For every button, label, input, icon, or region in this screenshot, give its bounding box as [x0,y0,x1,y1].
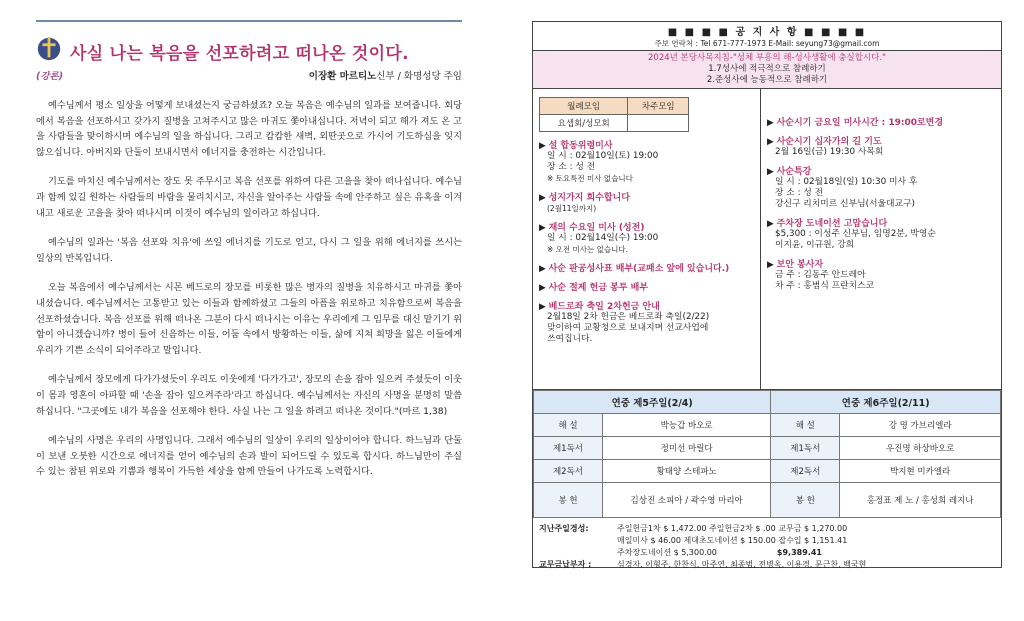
arrow-icon: ▶ [767,219,777,229]
arrow-icon: ▶ [767,137,777,147]
announcement-line: 2월18일 2차 헌금은 베드로좌 축일(2/22) [547,312,710,322]
ministry-schedule [533,390,1001,518]
finance-summary [533,518,1001,576]
announcement-line: 장 소 : 성 전 [775,188,824,198]
role-label: 해 설 [534,414,603,437]
homily-tag: (강론) [36,71,64,82]
announcement-line: 맞이하여 교황청으로 보내지며 선교사업에 [547,323,709,333]
homily-header [36,30,462,66]
announcement-note: (2월11일까지) [547,204,597,213]
announcement-note: ※ 오전 미사는 없습니다. [547,245,629,254]
donor-label: 교무금납부자 : [539,560,592,569]
announcement-heading: 성지가지 회수합니다 [548,193,630,203]
notice-header: ■ ■ ■ ■ 공 지 사 항 ■ ■ ■ ■ [667,27,867,38]
donor-list: 심경자, 이형주, 한찬식, 마주연, 최종범, 전병옥, 이용경, 문근찬, 백국현 [617,560,867,569]
homily-author [309,68,462,82]
announcement-heading: 주차장 도네이션 고맙습니다 [776,219,888,229]
week2-cell: 박지현 미카엘라 [840,460,1001,483]
homily-paragraph: 예수님의 사명은 우리의 사명입니다. 그래서 예수님의 일상이 우리의 일상이어야 합니다. 하느님과 단둘이 보낸 오붓한 시간으로 에너지를 얻어 예수님의 손과 발이 되어드릴 수 있도록 합시다. 하느님만이 주실 수 있는 참된 위로와 기쁨과 행복이 가득한 세상을 함께 만들어 나가도록 노력합시다. [36,435,462,478]
role-label: 봉 헌 [534,483,603,518]
announcements-left [533,89,761,389]
homily-paragraph: 기도를 마치신 예수님께서는 장도 못 주무시고 복음 선포를 위하여 다른 고을을 찾아 떠나십니다. 예수님과 함께 있길 원하는 사람들의 바람을 물리치시고, 자신을 알아주는 사람들 속에 안주하고 싶은 유혹을 이겨내고 새로운 고을을 찾아 떠나시며 이것이 예수님의 일이라고 하십니다. [36,176,462,219]
announcement-heading: 보안 봉사자 [776,260,824,270]
week2-header: 연중 제6주일(2/11) [771,391,1001,414]
notice-section [532,21,1002,568]
homily-paragraph: 예수님께서 장모에게 다가가셨듯이 우리도 이웃에게 '다가가고', 장모의 손을 잡아 일으켜 주셨듯이 이웃이 몸과 영혼이 아파할 때 '손을 잡아 일으켜주라'라고 하십니다. 예수님께서는 자신의 사명을 분명히 말씀하십니다. "그곳에도 내가 복음을 선포해야 한다. 사실 나는 그 일을 하려고 떠나온 것이다."(마르 1,38) [36,374,462,417]
announcement-line: 금 주 : 김동주 안드레아 [775,270,866,280]
church-icon [36,34,62,62]
announcement-heading: 사순 판공성사표 배부(교패소 앞에 있습니다.) [548,264,730,274]
arrow-icon: ▶ [767,260,777,270]
announcement-item [539,138,754,184]
announcements-right [761,89,1001,389]
left-items [539,138,754,345]
announcement-heading: 사순특강 [776,167,812,177]
contact-line: 주보 연락처 : Tel 671-777-1973 E-Mail: seyung73@gmail.com [533,38,1001,51]
announcements [533,89,1001,390]
arrow-icon: ▶ [767,118,777,128]
announcement-heading: 사순시기 십자가의 길 기도 [776,137,882,147]
meeting-table [539,97,689,132]
announcement-line: 2월 16일(금) 19:30 사목회 [775,147,884,157]
announcement-line: 이지윤, 이규원, 강희 [775,240,855,250]
finance-label: 지난주일경성: [539,524,589,533]
right-items [767,115,995,292]
week1-cell: 박능갑 바오로 [603,414,771,437]
homily-paragraph: 오늘 복음에서 예수님께서는 시몬 베드로의 장모를 비롯한 많은 병자의 질병을 치유하시고 마귀를 쫓아내셨습니다. 예수님께서는 고통받고 있는 이들과 함께하셨고 그들의 아픔을 위로하고 치유함으로써 복음을 선포하셨습니다. 복음 선포를 위해 떠나온 그분이 다시 떠나시는 이유는 우리에게 그 임무를 대신 맡기기 위함이 아니겠습니까? 병이 들어 신음하는 이들, 어둠 속에서 방황하는 이들, 삶에 지쳐 희망을 잃은 이들에게 우리가 기쁜 소식이 되어주라고 말입니다. [36,282,462,356]
role-label: 제2독서 [534,460,603,483]
top-rule [36,20,462,22]
announcement-item [767,257,995,292]
week2-cell: 우진명 하상바오로 [840,437,1001,460]
author-role: 신부 / 화명성당 주임 [376,71,462,82]
guideline-title: 2024년 본당사목지침-"성체 부흥의 해-성사생활에 충실합시다." [648,53,886,63]
week2-cell: 홍정표 제 노 / 홍성희 레지나 [840,483,1001,518]
announcement-item [767,134,995,158]
homily-subrow [36,68,462,82]
announcement-item [767,216,995,251]
arrow-icon: ▶ [539,264,549,274]
announcement-item [767,115,995,128]
announcement-heading: 재의 수요일 미사 (성전) [548,223,645,233]
announcement-line: 일 시 : 02월14일(수) 19:00 [547,233,659,243]
finance-total: $9,389.41 [776,548,822,557]
announcement-line: 장 소 : 성 전 [547,162,596,172]
arrow-icon: ▶ [539,223,549,233]
arrow-icon: ▶ [767,167,777,177]
announcement-heading: 설 합동위령미사 [548,141,613,151]
arrow-icon: ▶ [539,302,549,312]
pastoral-guideline [533,51,1001,89]
week1-cell: 황태양 스테파노 [603,460,771,483]
role-label: 제2독서 [771,460,840,483]
arrow-icon: ▶ [539,283,549,293]
role-label: 제1독서 [771,437,840,460]
role-label: 제1독서 [534,437,603,460]
announcement-item [539,299,754,345]
meeting-cell: 요셉회/성모회 [540,115,628,132]
homily-title: 사실 나는 복음을 선포하려고 떠나온 것이다. [70,44,409,64]
arrow-icon: ▶ [539,193,549,203]
guideline-2: 2.준성사에 능동적으로 참례하기 [706,75,828,85]
finance-line: 주차장도네이션 $ 5,300.00 [617,548,717,557]
week1-header: 연중 제5주일(2/4) [534,391,771,414]
homily-paragraph: 예수님께서 평소 일상을 어떻게 보내셨는지 궁금하셨죠? 오늘 복음은 예수님의 일과를 보여줍니다. 회당에서 복음을 선포하시고 갖가지 질병을 고쳐주시고 많은 마귀도 쫓아내십니다. 저녁이 되고 해가 져도 온 고을 사람들을 맞이하시며 예수님의 일을 하십니다. 그리고 캄캄한 새벽, 외딴곳으로 가시어 기도하심을 잊지 않으십니다. 아버지와 단둘이 보내시면서 에너지를 충전하는 시간입니다. [36,100,462,158]
meeting-head-next: 차주모임 [628,98,689,115]
finance-line: 주일헌금1차 $ 1,472.00 주일헌금2차 $ .00 교무금 $ 1,270.00 [617,524,848,533]
author-name: 이장환 마르티노 [308,71,377,82]
guideline-1: 1.7성사에 적극적으로 참례하기 [708,64,826,74]
announcement-note: ※ 토요특전 미사 없습니다 [547,174,633,183]
announcement-line: 일 시 : 02월10일(토) 19:00 [547,151,659,161]
meeting-head-monthly: 월례모임 [540,98,628,115]
announcement-item [539,261,754,274]
meeting-cell-empty [628,115,689,132]
announcement-line: $5,300 : 이성주 신부님, 임명2분, 박영순 [775,229,936,239]
announcement-item [539,280,754,293]
announcement-heading: 베드로좌 축일 2차헌금 안내 [548,302,660,312]
homily-paragraph: 예수님의 일과는 '복음 선포와 치유'에 쓰일 에너지를 기도로 얻고, 다시 그 일을 위해 에너지를 쓰시는 일상의 반복입니다. [36,237,462,264]
role-label: 해 설 [771,414,840,437]
announcement-heading: 사순 절제 헌금 봉투 배부 [548,283,649,293]
announcement-line: 쓰여집니다. [547,334,593,344]
announcement-item [767,164,995,210]
role-label: 봉 헌 [771,483,840,518]
announcement-line: 강신구 리치미르 신부님(서울대교구) [775,199,915,209]
announcement-heading: 사순시기 금요일 미사시간 : 19:00로변경 [776,118,944,128]
finance-line: 매일미사 $ 46.00 제대초도네이션 $ 150.00 잡수입 $ 1,151.41 [617,536,848,545]
announcement-item [539,190,754,214]
week1-cell: 정미선 마릴다 [603,437,771,460]
announcement-item [539,220,754,255]
arrow-icon: ▶ [539,141,549,151]
announcement-line: 차 주 : 홍범식 프란치스코 [775,281,875,291]
announcement-line: 일 시 : 02월18일(일) 10:30 미사 후 [775,177,918,187]
week2-cell: 강 명 가브리엘라 [840,414,1001,437]
homily-section [36,20,462,480]
week1-cell: 김상진 소피아 / 곽수영 마리아 [603,483,771,518]
